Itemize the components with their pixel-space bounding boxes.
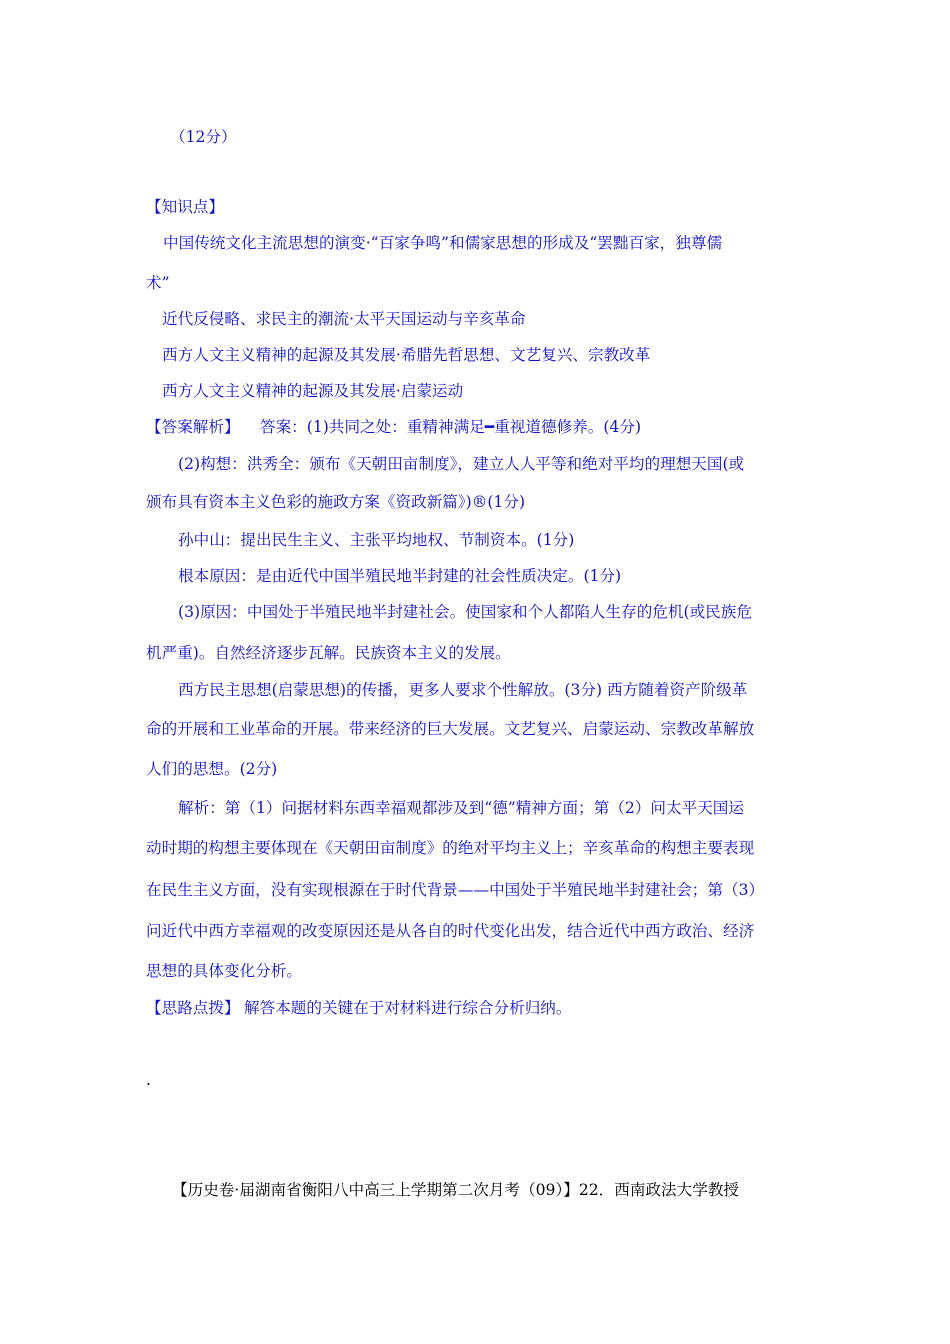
answer-line: 答案：(1)共同之处：重精神满足━重视道德修养。(4分)	[260, 418, 642, 436]
analysis-line: 在民生主义方面，没有实现根源在于时代背景——中国处于半殖民地半封建社会；第（3）	[146, 881, 765, 899]
tip-heading: 【思路点拨】	[146, 999, 240, 1017]
knowledge-item: 近代反侵略、求民主的潮流·太平天国运动与辛亥革命	[162, 310, 526, 328]
analysis-line: 问近代中西方幸福观的改变原因还是从各自的时代变化出发，结合近代中西方政治、经济	[146, 922, 755, 940]
next-question-line: 【历史卷·届湖南省衡阳八中高三上学期第二次月考（09）】22．西南政法大学教授	[172, 1181, 740, 1199]
answer-line: (3)原因：中国处于半殖民地半封建社会。使国家和个人都陷人生存的危机(或民族危	[178, 603, 752, 621]
answer-line: 命的开展和工业革命的开展。带来经济的巨大发展。文艺复兴、启蒙运动、宗教改革解放	[146, 720, 755, 738]
answer-line: 孙中山：提出民生主义、主张平均地权、节制资本。(1分)	[178, 531, 575, 549]
analysis-line: 思想的具体变化分析。	[146, 962, 302, 980]
analysis-line: 动时期的构想主要体现在《天朝田亩制度》的绝对平均主义上；辛亥革命的构想主要表现	[146, 839, 755, 857]
answer-line: 根本原因：是由近代中国半殖民地半封建的社会性质决定。(1分)	[178, 567, 622, 585]
knowledge-item: 中国传统文化主流思想的演变·“百家争鸣”和儒家思想的形成及“罢黜百家，独尊儒	[163, 234, 723, 252]
answer-heading: 【答案解析】	[146, 418, 240, 436]
knowledge-item: 西方人文主义精神的起源及其发展·启蒙运动	[162, 382, 464, 400]
tip-text: 解答本题的关键在于对材料进行综合分析归纳。	[244, 999, 572, 1017]
answer-line: 人们的思想。(2分)	[146, 760, 278, 778]
answer-line: 机严重)。自然经济逐步瓦解。民族资本主义的发展。	[146, 644, 511, 662]
answer-line: (2)构想：洪秀全：颁布《天朝田亩制度》，建立人人平等和绝对平均的理想天国(或	[178, 455, 745, 473]
answer-line: 西方民主思想(启蒙思想)的传播，更多人要求个性解放。(3分) 西方随着资产阶级革	[178, 681, 748, 699]
stray-dot: .	[146, 1071, 151, 1089]
analysis-line: 解析：第（1）问据材料东西幸福观都涉及到“德”精神方面；第（2）问太平天国运	[178, 799, 744, 817]
knowledge-item: 西方人文主义精神的起源及其发展·希腊先哲思想、文艺复兴、宗教改革	[162, 346, 651, 364]
answer-line: 颁布具有资本主义色彩的施政方案《资政新篇》)®(1分)	[146, 493, 526, 511]
knowledge-heading: 【知识点】	[146, 198, 224, 216]
score-line: （12分）	[170, 128, 237, 146]
knowledge-item: 术”	[146, 274, 170, 292]
